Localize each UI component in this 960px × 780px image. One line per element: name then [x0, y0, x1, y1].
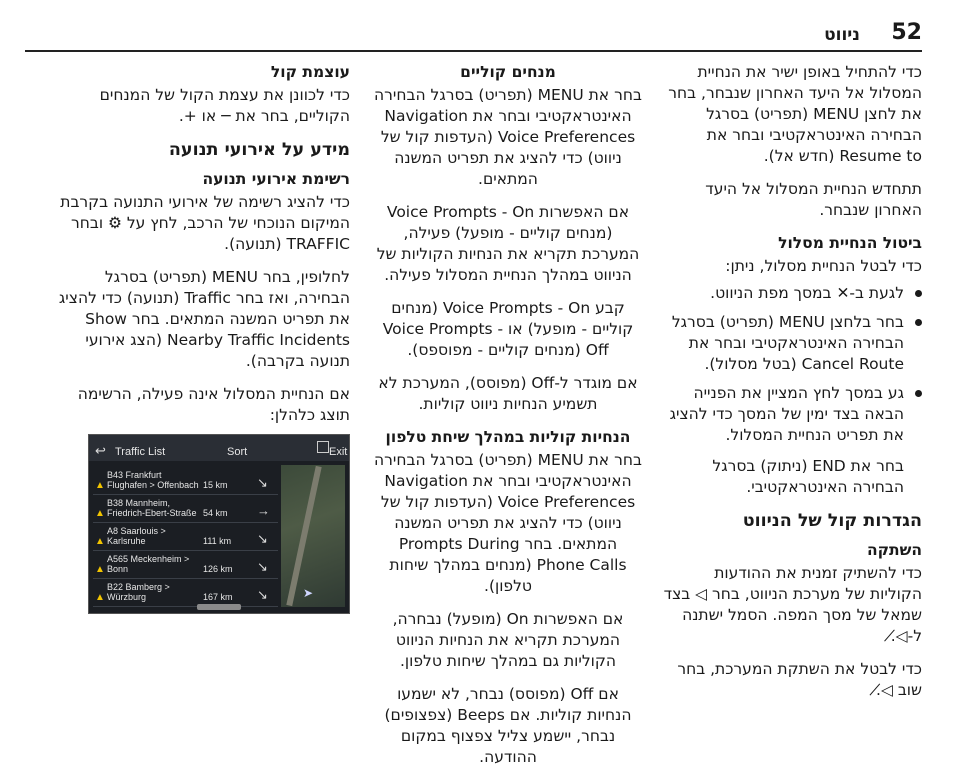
calls-heading: הנחיות קוליות במהלך שיחת טלפון [385, 428, 631, 446]
warning-icon: ▲ [95, 480, 105, 491]
traffic-row[interactable] [93, 495, 278, 523]
traffic-distance: 167 km [203, 592, 233, 602]
traffic-list-screenshot [88, 434, 350, 614]
calls-pref-text: בחר את MENU (תפריט) בסרגל הבחירה האינטראקטיבי ובחר את Navigation Voice Preferences (העדפות קול של ניווט) כדי להציג את תפריט המשנה המתאים. בחר Prompts During Phone Calls (מנחים במהלך שיחות טלפון). [374, 451, 642, 595]
voice-on-text: אם האפשרות Voice Prompts - On (מנחים קוליים - מופעל) פעילה, המערכת תקריא את הנחיות הקוליות של הניווט במהלך הנחיית המסלול פעילה. [376, 203, 640, 284]
voice-pref-text: בחר את MENU (תפריט) בסרגל הבחירה האינטראקטיבי ובחר את Navigation Voice Preferences (העדפות קול של ניווט) כדי להציג את תפריט המשנה המתאים. [374, 86, 642, 188]
direction-arrow-icon: → [257, 503, 270, 518]
cancel-bullet-2: בחר בלחצן MENU (תפריט) בסרגל הבחירה האינטראקטיבי ובחר את Cancel Route (בטל מסלול). [660, 312, 904, 375]
screen-title: Traffic List [115, 446, 166, 458]
column-right [660, 62, 922, 713]
calls-off-text: אם Off (מפוסס) נבחר, לא ישמעו הנחיות קוליות. אם Beeps (צפצופים) נבחר, יישמע צליל צפצוף במקום ההודעה. [384, 685, 632, 766]
traffic-row[interactable] [93, 551, 278, 579]
map-preview[interactable] [281, 465, 345, 607]
exit-button[interactable]: Exit [329, 446, 348, 458]
traffic-row[interactable] [93, 467, 278, 495]
traffic-heading: מידע על אירועי תנועה [168, 140, 350, 160]
traffic-display-text: אם הנחיית המסלול אינה פעילה, הרשימה תוצג כלהלן: [77, 385, 350, 424]
traffic-road: A8 Saarlouis > Karlsruhe [107, 526, 166, 546]
direction-arrow-icon: ↘ [257, 587, 268, 602]
drag-handle[interactable] [197, 604, 241, 610]
screen-title-bar [89, 435, 349, 461]
volume-text: כדי לכוונן את עצמת הקול של המנחים הקוליים, בחר את ─ או +. [99, 86, 350, 125]
mute-heading: השתקה [866, 541, 922, 559]
traffic-road: A565 Meckenheim > Bonn [107, 554, 190, 574]
header-rule [25, 50, 922, 52]
traffic-distance: 126 km [203, 564, 233, 574]
traffic-menu-text: לחלופין, בחר MENU (תפריט) בסרגל הבחירה, ואז בחר Traffic (תנועה) כדי להציג את תפריט המשנה המתאים. בחר Show Nearby Traffic Incidents (הצג אירועי תנועה בקרבה). [58, 268, 350, 370]
section-title: ניווט [824, 25, 860, 45]
back-arrow-icon[interactable]: ↩ [95, 443, 106, 458]
traffic-distance: 111 km [203, 536, 232, 546]
voice-heading: מנחים קוליים [460, 63, 556, 81]
resume-result-text: תתחדש הנחיית המסלול אל היעד האחרון שנבחר. [705, 180, 922, 219]
cancel-bullet-3 [660, 383, 904, 446]
traffic-list-heading: רשימת אירועי תנועה [202, 170, 350, 188]
column-left [58, 62, 350, 614]
traffic-list [93, 467, 278, 607]
column-middle [374, 62, 642, 780]
resume-text: כדי להתחיל באופן ישיר את הנחיית המסלול אל היעד האחרון שנבחר, בחר את לחצן MENU (תפריט) בסרגל הבחירה האינטראקטיבי ובחר את Resume to (חדש אל). [668, 63, 922, 165]
traffic-distance: 15 km [203, 480, 228, 490]
warning-icon: ▲ [95, 592, 105, 603]
direction-arrow-icon: ↘ [257, 475, 268, 490]
warning-icon: ▲ [95, 508, 105, 519]
cancel-bullet-3-text: גע במסך לחץ המציין את הפנייה הבאה בצד ימין של המסך כדי להציג את תפריט הנחיית המסלול. [669, 384, 904, 444]
traffic-list-text: כדי להציג רשימה של אירועי התנועה בקרבת המיקום הנוכחי של הרכב, לחץ על ⚙ ובחר TRAFFIC (תנועה). [60, 193, 350, 253]
unmute-text: כדי לבטל את השתקת המערכת, בחר שוב ◁̸. [677, 660, 922, 699]
sort-button[interactable]: Sort [227, 446, 248, 458]
traffic-distance: 54 km [203, 508, 228, 518]
mute-text: כדי להשתיק זמנית את ההודעות הקוליות של מערכת הניווט, בחר ◁ בצד שמאל של מסך המפה. הסמל ישתנה ל-◁̸. [663, 564, 922, 645]
direction-arrow-icon: ↘ [257, 531, 268, 546]
navigation-icon: ➤ [303, 586, 314, 600]
cancel-heading: ביטול הנחיית מסלול [778, 234, 922, 252]
cancel-list [660, 283, 922, 446]
voice-off-text: אם מוגדר ל-Off (מפוסס), המערכת לא תשמיע הנחיות ניווט קוליות. [378, 374, 638, 413]
traffic-road: B43 Frankfurt Flughafen > Offenbach [107, 470, 199, 490]
warning-icon: ▲ [95, 536, 105, 547]
page-header [0, 0, 960, 52]
traffic-road: B22 Bamberg > Würzburg [107, 582, 170, 602]
traffic-row[interactable] [93, 579, 278, 607]
warning-icon: ▲ [95, 564, 105, 575]
cancel-bullet-3-cont: בחר את END (ניתוק) בסרגל הבחירה האינטראקטיבי. [712, 457, 904, 496]
voice-set-text: קבע Voice Prompts - On (מנחים קוליים - מופעל) או Voice Prompts - Off (מנחים קוליים - מפוספס). [382, 299, 634, 359]
traffic-row[interactable] [93, 523, 278, 551]
volume-heading: עוצמת קול [270, 63, 350, 81]
traffic-road: B38 Mannheim, Friedrich-Ebert-Straße [107, 498, 197, 518]
direction-arrow-icon: ↘ [257, 559, 268, 574]
exit-icon[interactable] [317, 441, 329, 453]
calls-on-text: אם האפשרות On (מופעל) נבחרה, המערכת תקריא את הנחיות הניווט הקוליות גם במהלך שיחות טלפון. [392, 610, 624, 670]
cancel-intro: כדי לבטל הנחיית מסלול, ניתן: [725, 257, 922, 275]
page-number: 52 [891, 20, 922, 45]
settings-heading: הגדרות קול של הניווט [742, 511, 922, 531]
cancel-bullet-1: לגעת ב-✕ במסך מפת הניווט. [660, 283, 904, 304]
